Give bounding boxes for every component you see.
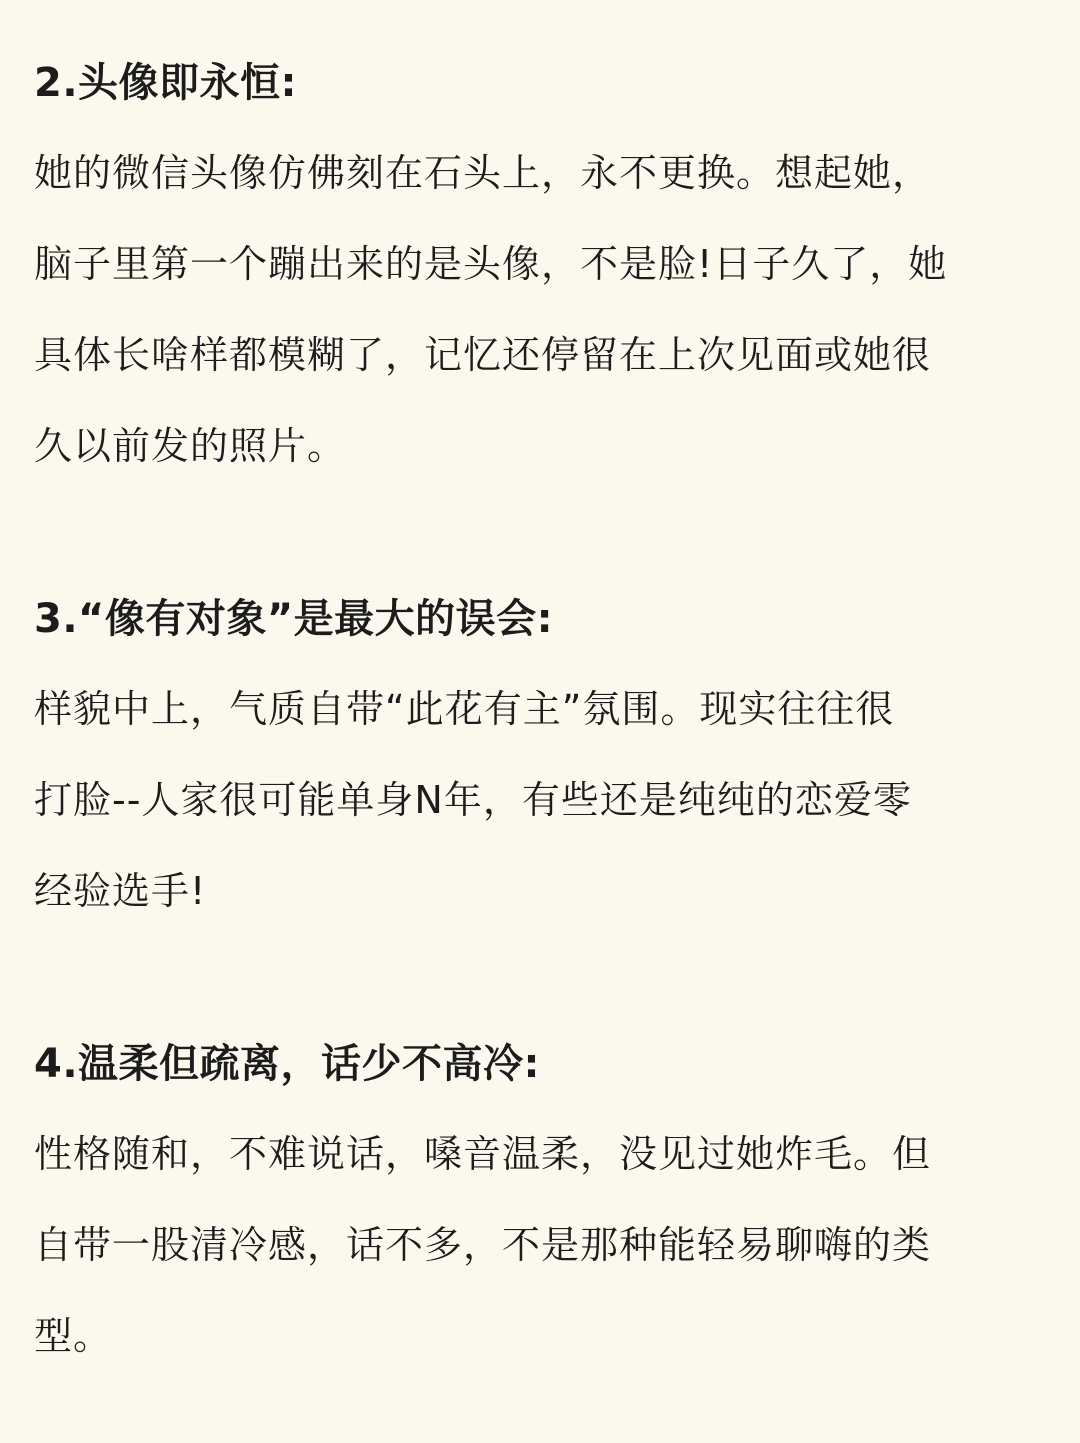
- section-body: [34, 664, 1046, 937]
- section-heading: 2.头像即永恒:: [34, 60, 298, 106]
- body-line: 样貌中上，气质自带“此花有主”氛围。现实往往很: [34, 687, 895, 731]
- section-body: [34, 1109, 1046, 1382]
- section-heading: 4.温柔但疏离，话少不高冷:: [34, 1041, 541, 1087]
- body-line: 性格随和，不难说话，嗓音温柔，没见过她炸毛。但: [34, 1132, 932, 1176]
- section-heading: 3.“像有对象”是最大的误会:: [34, 596, 554, 642]
- body-line: 久以前发的照片。: [34, 424, 347, 468]
- body-line: 打脸--人家很可能单身N年，有些还是纯纯的恋爱零: [34, 778, 912, 822]
- section-gentle-distant: [34, 1033, 1046, 1382]
- section-misunderstanding: [34, 588, 1046, 937]
- body-line: 脑子里第一个蹦出来的是头像，不是脸!日子久了，她: [34, 242, 948, 286]
- body-line: 型。: [34, 1314, 113, 1358]
- body-line: 她的微信头像仿佛刻在石头上，永不更换。想起她，: [34, 151, 932, 195]
- body-line: 具体长啥样都模糊了，记忆还停留在上次见面或她很: [34, 333, 932, 377]
- section-avatar: [34, 52, 1046, 492]
- body-line: 自带一股清冷感，话不多，不是那种能轻易聊嗨的类: [34, 1223, 932, 1267]
- section-body: [34, 128, 1046, 492]
- body-line: 经验选手!: [34, 869, 207, 913]
